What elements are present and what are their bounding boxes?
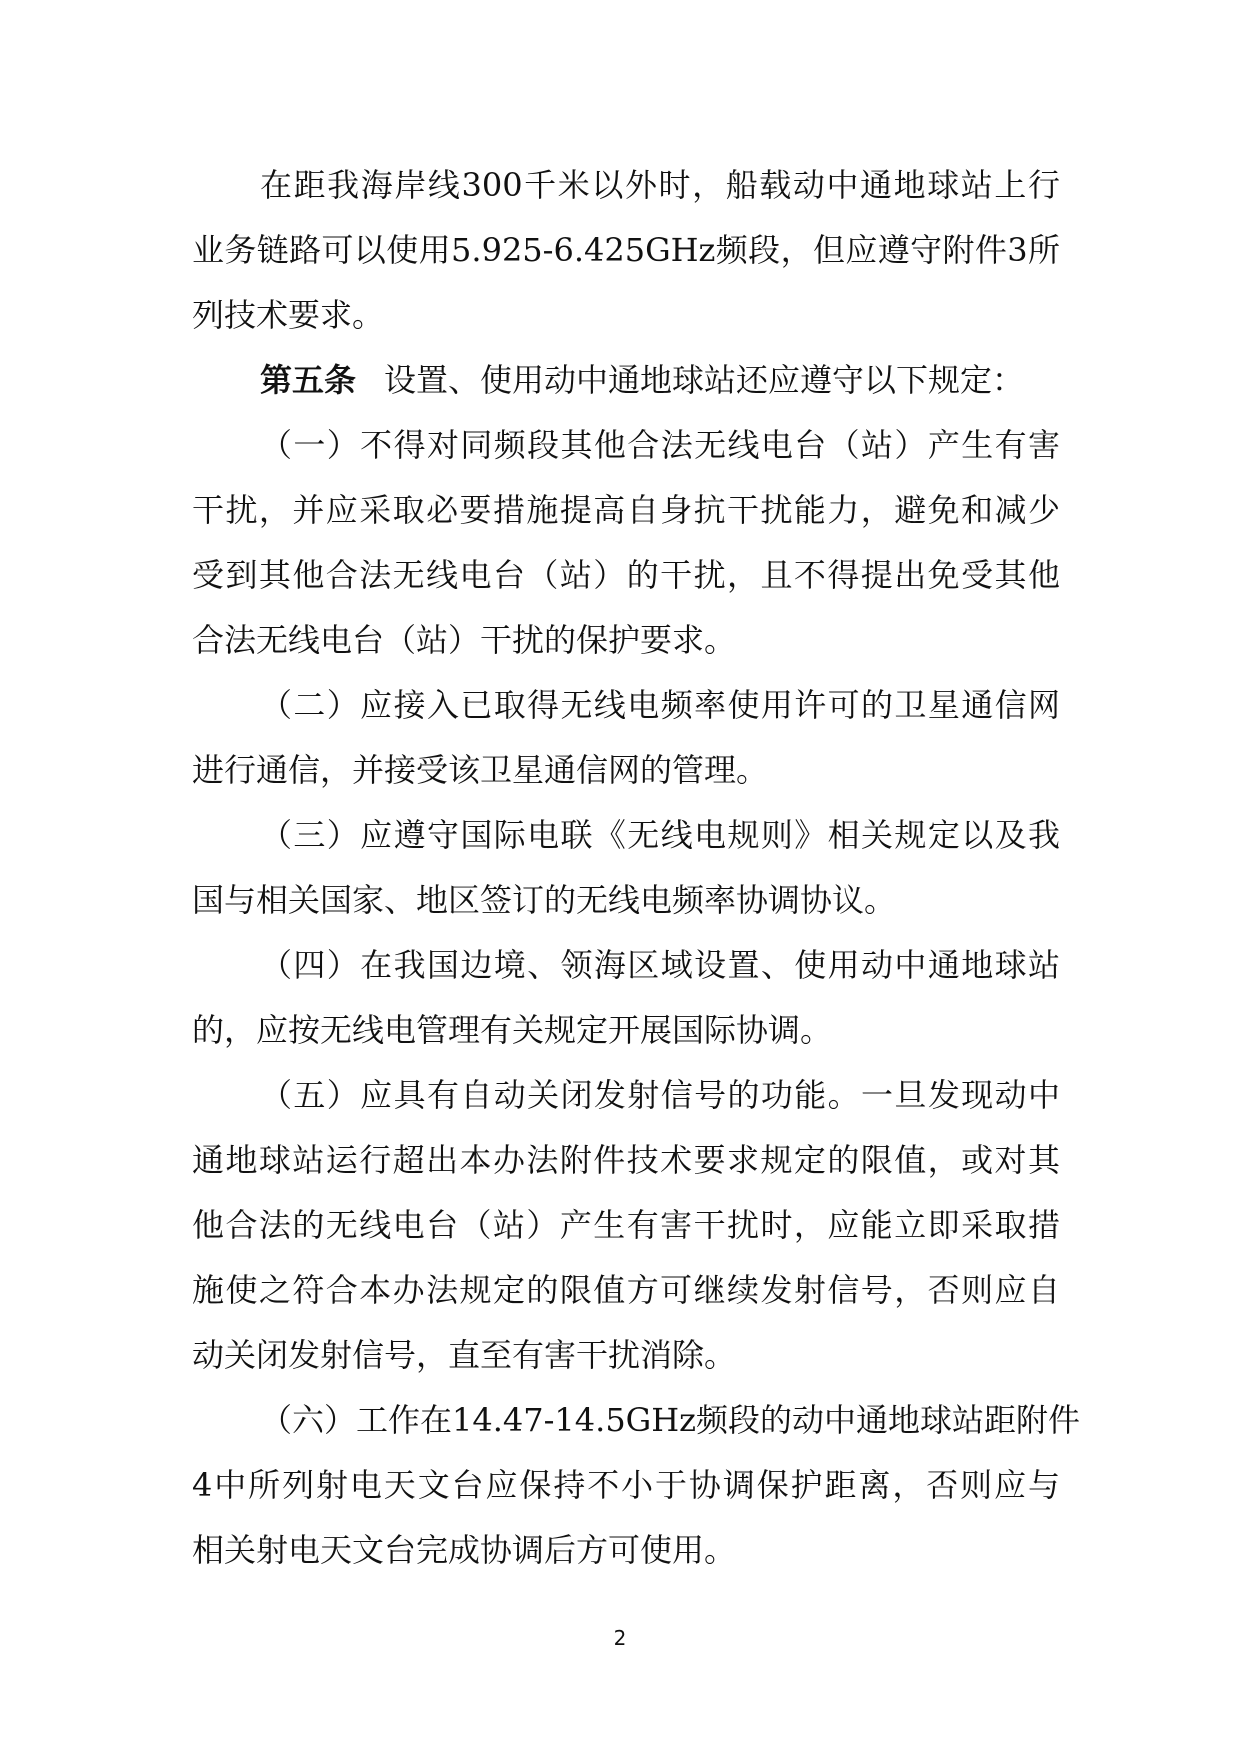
text-line: 他合法的无线电台（站）产生有害干扰时，应能立即采取措 bbox=[192, 1206, 1060, 1244]
text-line: 受到其他合法无线电台（站）的干扰，且不得提出免受其他 bbox=[192, 556, 1060, 594]
clause-1 bbox=[192, 413, 1060, 673]
article-5-heading-paragraph bbox=[192, 348, 1060, 413]
text-line: 国与相关国家、地区签订的无线电频率协调协议。 bbox=[192, 881, 897, 919]
text-line: （二）应接入已取得无线电频率使用许可的卫星通信网 bbox=[260, 686, 1060, 724]
paragraph-offshore-uplink bbox=[192, 153, 1060, 348]
text-line: 列技术要求。 bbox=[192, 296, 385, 334]
text-line: （一）不得对同频段其他合法无线电台（站）产生有害 bbox=[260, 426, 1060, 464]
clause-6 bbox=[192, 1388, 1081, 1583]
text-line: 的，应按无线电管理有关规定开展国际协调。 bbox=[192, 1011, 833, 1049]
text-line: 施使之符合本办法规定的限值方可继续发射信号，否则应自 bbox=[192, 1271, 1060, 1309]
text-line: 业务链路可以使用5.925-6.425GHz频段，但应遵守附件3所 bbox=[192, 231, 1060, 269]
text-line: 干扰，并应采取必要措施提高自身抗干扰能力，避免和减少 bbox=[192, 491, 1060, 529]
article-intro: 设置、使用动中通地球站还应遵守以下规定： bbox=[384, 361, 1025, 399]
text-line: 合法无线电台（站）干扰的保护要求。 bbox=[192, 621, 737, 659]
text-line: （四）在我国边境、领海区域设置、使用动中通地球站 bbox=[260, 946, 1060, 984]
page-number: 2 bbox=[613, 1626, 627, 1650]
article-heading: 第五条 bbox=[260, 361, 357, 399]
text-line: （三）应遵守国际电联《无线电规则》相关规定以及我 bbox=[260, 816, 1060, 854]
clause-5 bbox=[192, 1063, 1060, 1388]
text-line: 进行通信，并接受该卫星通信网的管理。 bbox=[192, 751, 769, 789]
text-line: 4中所列射电天文台应保持不小于协调保护距离，否则应与 bbox=[192, 1466, 1060, 1504]
text-line bbox=[192, 348, 1060, 413]
text-line: （五）应具有自动关闭发射信号的功能。一旦发现动中 bbox=[260, 1076, 1060, 1114]
text-line: 在距我海岸线300千米以外时，船载动中通地球站上行 bbox=[260, 166, 1060, 204]
clause-3 bbox=[192, 803, 1060, 933]
clause-4 bbox=[192, 933, 1060, 1063]
clause-2 bbox=[192, 673, 1060, 803]
text-line: 通地球站运行超出本办法附件技术要求规定的限值，或对其 bbox=[192, 1141, 1060, 1179]
document-body bbox=[192, 153, 1081, 1583]
text-line: （六）工作在14.47-14.5GHz频段的动中通地球站距附件 bbox=[260, 1401, 1081, 1439]
text-line: 相关射电天文台完成协调后方可使用。 bbox=[192, 1531, 737, 1569]
text-line: 动关闭发射信号，直至有害干扰消除。 bbox=[192, 1336, 737, 1374]
